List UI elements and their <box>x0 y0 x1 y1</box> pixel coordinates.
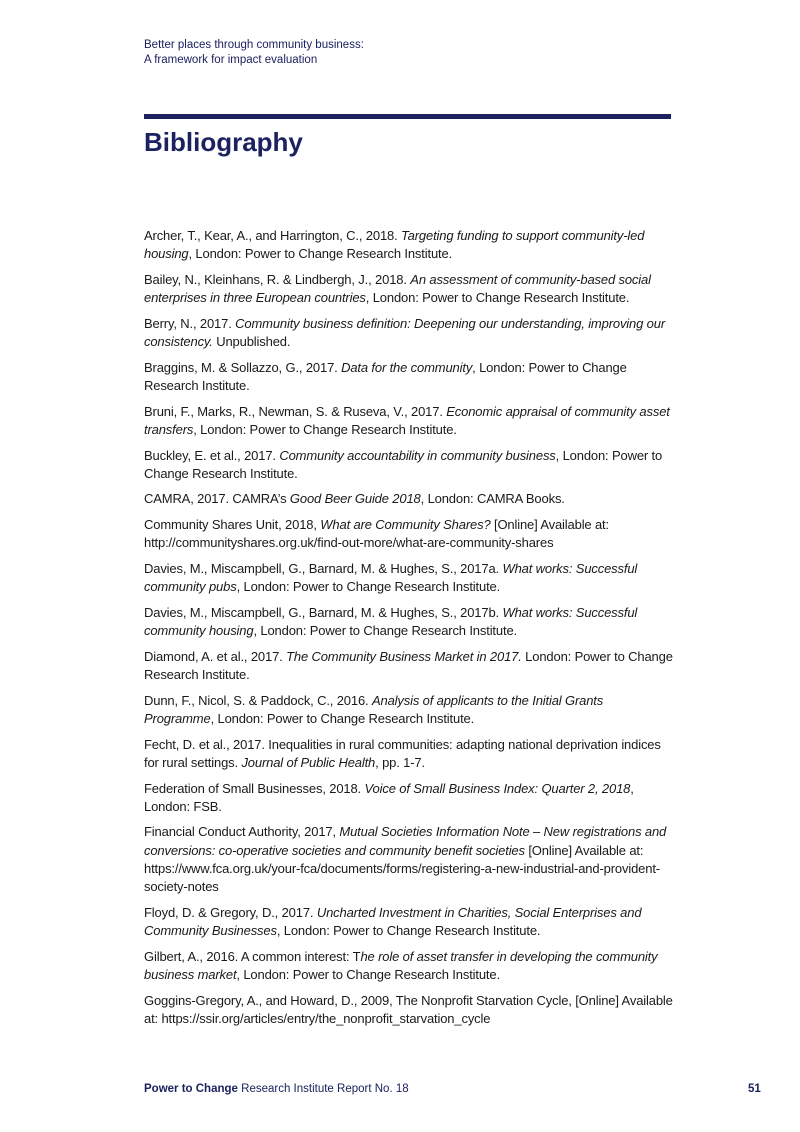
reference-title: he role of asset transfer in developing the community business market <box>144 948 658 982</box>
reference-text: London: Power to Change Research Institute. <box>144 648 673 683</box>
reference-title: An assessment of community-based social enterprises in three European countries <box>144 271 651 306</box>
reference-entry <box>144 516 674 552</box>
reference-title: Economic appraisal of community asset transfers <box>144 403 670 437</box>
header-line-2: A framework for impact evaluation <box>144 54 318 66</box>
header-line-1: Better places through community business: <box>144 39 364 51</box>
reference-text: [Online] Available at: https://www.fca.org.uk/your-fca/documents/forms/registering-a-new-industrial-and-provident-society-notes <box>144 842 660 895</box>
reference-title: Journal of Public Health <box>241 754 376 770</box>
reference-text: Financial Conduct Authority, 2017, <box>144 824 340 840</box>
reference-text: Bruni, F., Marks, R., Newman, S. & Ruseva, V., 2017. <box>144 403 447 419</box>
reference-entry <box>144 315 674 351</box>
reference-text: Unpublished. <box>212 334 291 350</box>
reference-entry <box>144 648 674 684</box>
reference-text: Goggins-Gregory, A., and Howard, D., 2009, The Nonprofit Starvation Cycle, [Online] Available at: https://ssir.org/articles/entry/the_nonprofit_starvation_cycle <box>144 992 673 1026</box>
reference-title: Voice of Small Business Index: Quarter 2, 2018 <box>364 780 631 796</box>
reference-text: , London: Power to Change Research Institute. <box>236 579 501 595</box>
reference-text: Fecht, D. et al., 2017. Inequalities in rural communities: adapting national deprivation indices for rural settings. <box>144 736 661 770</box>
reference-entry <box>144 604 674 640</box>
reference-title: Community accountability in community business <box>279 447 556 463</box>
reference-entry <box>144 359 674 395</box>
reference-entry <box>144 403 674 439</box>
reference-entry <box>144 271 674 307</box>
reference-entry <box>144 490 674 508</box>
reference-entry <box>144 904 674 940</box>
page-number: 51 <box>748 1083 761 1095</box>
reference-title: Mutual Societies Information Note – New registrations and conversions: co-operative societies and community benefit societies <box>144 824 667 858</box>
reference-title: What are Community Shares? <box>320 517 491 533</box>
reference-text: Davies, M., Miscampbell, G., Barnard, M. & Hughes, S., 2017b. <box>144 604 503 620</box>
reference-text: , London: CAMRA Books. <box>420 491 565 507</box>
reference-entry <box>144 823 674 896</box>
reference-entry <box>144 948 674 984</box>
reference-text: Berry, N., 2017. <box>144 315 236 331</box>
reference-text: , London: Power to Change Research Institute. <box>210 710 475 726</box>
reference-text: Braggins, M. & Sollazzo, G., 2017. <box>144 359 342 375</box>
reference-list <box>144 227 674 1036</box>
reference-title: Targeting funding to support community-led housing <box>144 228 645 262</box>
reference-text: , pp. 1-7. <box>375 754 425 770</box>
reference-text: Diamond, A. et al., 2017. <box>144 648 287 664</box>
reference-text: Community Shares Unit, 2018, <box>144 517 321 533</box>
reference-entry <box>144 780 674 816</box>
reference-entry <box>144 560 674 596</box>
reference-title: Good Beer Guide 2018 <box>289 491 421 507</box>
running-header <box>144 38 364 68</box>
title-rule <box>144 114 671 119</box>
reference-text: Davies, M., Miscampbell, G., Barnard, M. & Hughes, S., 2017a. <box>144 561 503 577</box>
reference-text: , London: Power to Change Research Institute. <box>253 623 517 639</box>
reference-title: What works: Successful community pubs <box>144 561 638 595</box>
reference-text: , London: Power to Change Research Institute. <box>193 421 457 437</box>
page-title: Bibliography <box>144 127 303 157</box>
reference-text: , London: Power to Change Research Institute. <box>276 923 541 938</box>
reference-text: Dunn, F., Nicol, S. & Paddock, C., 2016. <box>144 692 372 708</box>
footer-report: Research Institute Report No. 18 <box>237 1083 409 1095</box>
reference-title: Uncharted Investment in Charities, Social Enterprises and Community Businesses <box>144 904 642 938</box>
reference-text: , London: Power to Change Research Institute. <box>365 290 630 306</box>
reference-text: , London: Power to Change Research Institute. <box>188 246 453 262</box>
reference-entry <box>144 692 674 728</box>
footer-brand: Power to Change <box>144 1083 238 1095</box>
reference-title: Analysis of applicants to the Initial Grants Programme <box>144 692 604 726</box>
reference-title: Community business definition: Deepening our understanding, improving our consistency. <box>144 315 665 350</box>
reference-text: Floyd, D. & Gregory, D., 2017. <box>144 904 317 920</box>
reference-entry <box>144 227 674 263</box>
reference-text: Buckley, E. et al., 2017. <box>144 447 280 463</box>
reference-entry <box>144 992 674 1028</box>
reference-text: CAMRA, 2017. CAMRA’s <box>144 491 290 507</box>
reference-text: Bailey, N., Kleinhans, R. & Lindbergh, J., 2018. <box>144 271 411 287</box>
reference-text: Gilbert, A., 2016. A common interest: T <box>144 948 361 964</box>
reference-entry <box>144 447 674 483</box>
reference-text: [Online] Available at: http://communityshares.org.uk/find-out-more/what-are-community-shares <box>144 517 609 551</box>
reference-text: , London: Power to Change Research Institute. <box>144 447 663 481</box>
reference-text: Archer, T., Kear, A., and Harrington, C., 2018. <box>144 228 402 243</box>
reference-text: Federation of Small Businesses, 2018. <box>144 780 365 796</box>
reference-text: , London: FSB. <box>144 780 634 814</box>
reference-title: What works: Successful community housing <box>144 604 638 639</box>
reference-text: , London: Power to Change Research Institute. <box>144 359 627 393</box>
reference-text: , London: Power to Change Research Institute. <box>236 966 500 982</box>
footer <box>144 1083 409 1095</box>
reference-title: The Community Business Market in 2017. <box>286 648 522 664</box>
reference-title: Data for the community <box>341 359 473 375</box>
reference-entry <box>144 736 674 772</box>
